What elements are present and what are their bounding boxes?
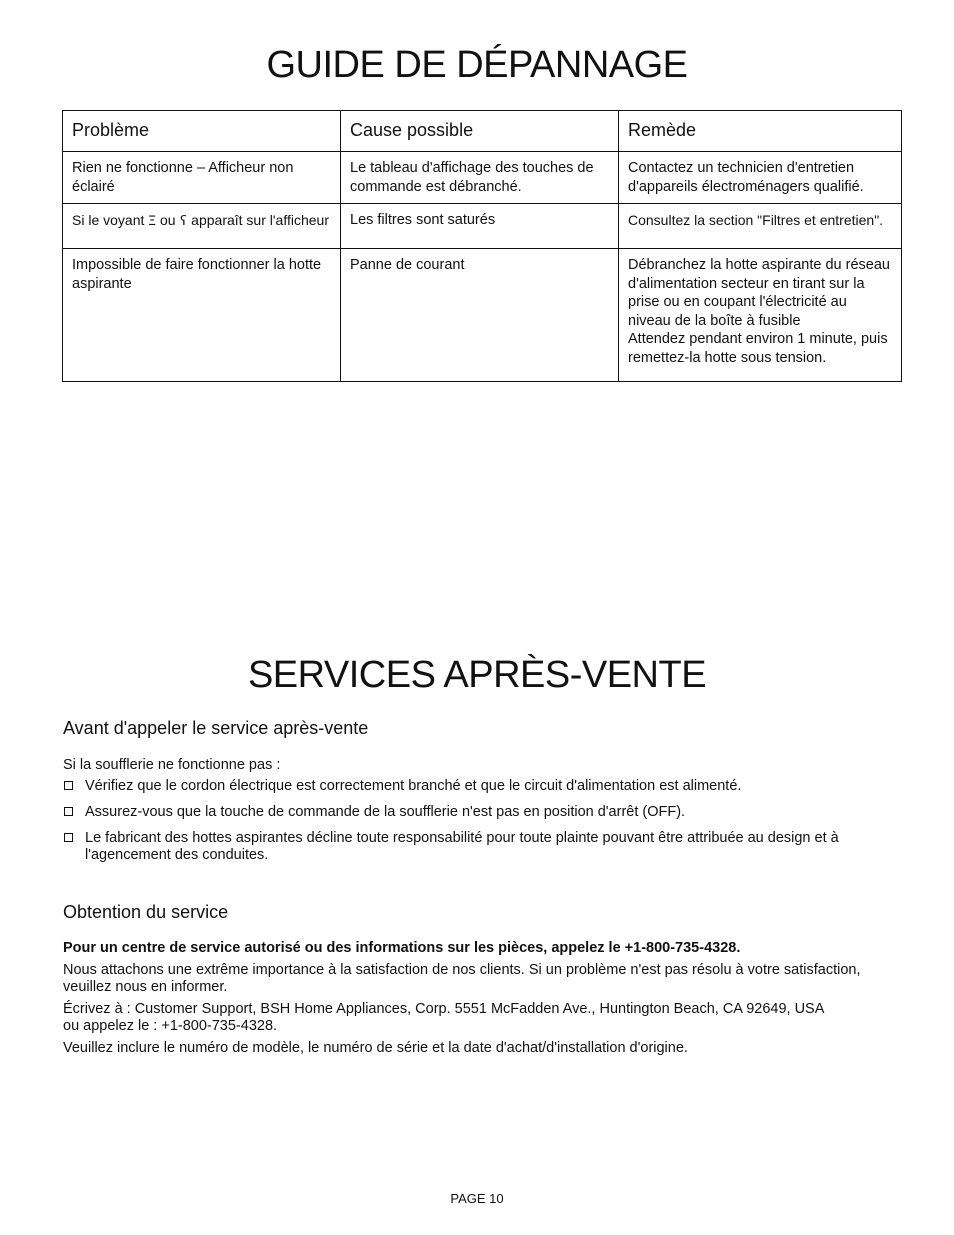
remedy-line: Débranchez la hotte aspirante du réseau d'alimentation secteur en tirant sur la prise ou en coupant l'électricité au niveau de la boîte à fusible	[628, 257, 890, 329]
before-call-heading: Avant d'appeler le service après-vente	[63, 718, 369, 738]
problem-cell: Rien ne fonctionne – Afficheur non éclairé	[63, 152, 341, 204]
problem-mid: ou	[159, 212, 176, 228]
include-info-paragraph: Veuillez inclure le numéro de modèle, le numéro de série et la date d'achat/d'installation d'origine.	[63, 1040, 688, 1056]
contact-phone: ou appelez le : +1-800-735-4328.	[63, 1018, 278, 1034]
table-row	[63, 204, 902, 249]
remedy-cell: Contactez un technicien d'entretien d'appareils électroménagers qualifié.	[619, 152, 902, 204]
checkbox-icon	[64, 807, 73, 816]
remedy-cell: Consultez la section "Filtres et entretien".	[619, 204, 902, 249]
before-call-intro: Si la soufflerie ne fonctionne pas :	[63, 757, 281, 773]
problem-cell	[63, 204, 341, 249]
cause-cell: Panne de courant	[341, 249, 619, 382]
checkbox-icon	[64, 781, 73, 790]
contact-address: Écrivez à : Customer Support, BSH Home Appliances, Corp. 5551 McFadden Ave., Huntington Beach, CA 92649, USA	[63, 1001, 825, 1017]
checklist-item	[63, 778, 883, 795]
filter-indicator-icon: Ξ	[148, 214, 157, 229]
header-problem: Problème	[63, 111, 341, 152]
table-row	[63, 249, 902, 382]
cause-cell: Les filtres sont saturés	[341, 204, 619, 249]
troubleshooting-title: GUIDE DE DÉPANNAGE	[266, 44, 688, 86]
troubleshooting-table	[62, 110, 902, 382]
header-cause: Cause possible	[341, 111, 619, 152]
service-phone-notice: Pour un centre de service autorisé ou des informations sur les pièces, appelez le +1-800-735-4328.	[63, 940, 741, 956]
table-header-row	[63, 111, 902, 152]
checklist	[63, 778, 883, 873]
checklist-item	[63, 804, 883, 821]
checkbox-icon	[64, 833, 73, 842]
problem-cell: Impossible de faire fonctionner la hotte aspirante	[63, 249, 341, 382]
remedy-cell	[619, 249, 902, 382]
contact-paragraph	[63, 1001, 903, 1035]
checklist-item	[63, 830, 883, 864]
checklist-text: Vérifiez que le cordon électrique est correctement branché et que le circuit d'alimentation est alimenté.	[85, 778, 742, 794]
checklist-text: Le fabricant des hottes aspirantes décline toute responsabilité pour toute plainte pouvant être attribuée au design et à l'agencement des conduites.	[85, 830, 839, 863]
header-remedy: Remède	[619, 111, 902, 152]
page-number: PAGE 10	[450, 1191, 504, 1206]
table-row	[63, 152, 902, 204]
service-title: SERVICES APRÈS-VENTE	[247, 654, 707, 696]
problem-prefix: Si le voyant	[72, 212, 145, 228]
satisfaction-paragraph: Nous attachons une extrême importance à la satisfaction de nos clients. Si un problème n'est pas résolu à votre satisfaction, veuillez nous en informer.	[63, 962, 861, 995]
grease-filter-indicator-icon: ʕ	[179, 214, 188, 229]
problem-suffix: apparaît sur l'afficheur	[191, 212, 329, 228]
cause-cell: Le tableau d'affichage des touches de commande est débranché.	[341, 152, 619, 204]
obtaining-service-heading: Obtention du service	[63, 902, 229, 922]
checklist-text: Assurez-vous que la touche de commande de la soufflerie n'est pas en position d'arrêt (OFF).	[85, 804, 686, 820]
remedy-line: Attendez pendant environ 1 minute, puis remettez-la hotte sous tension.	[628, 331, 888, 366]
